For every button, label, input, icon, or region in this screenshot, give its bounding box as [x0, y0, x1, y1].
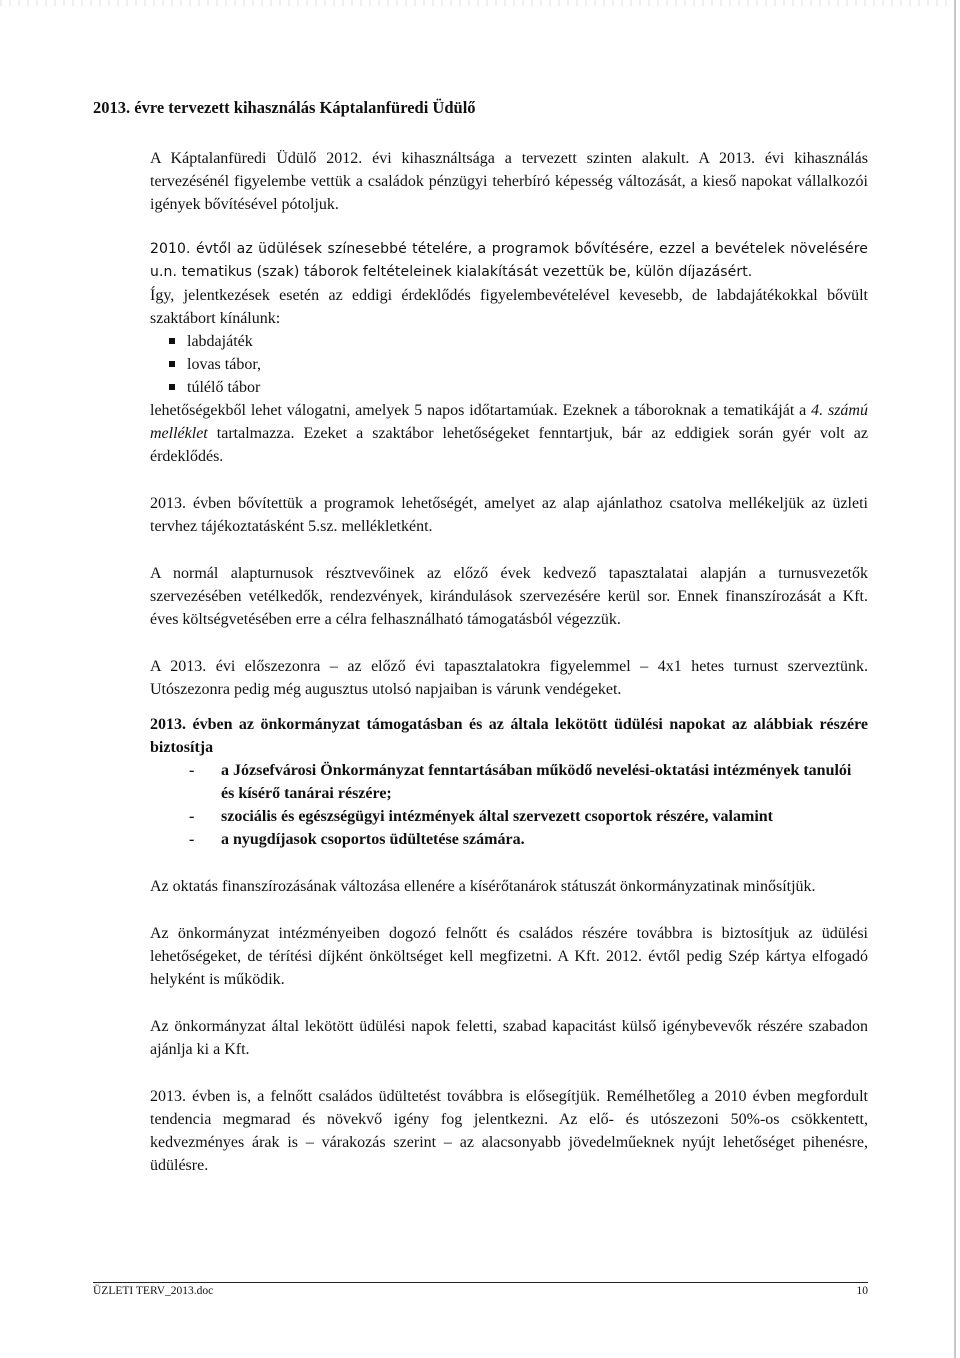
list-item: túlélő tábor: [165, 376, 868, 399]
paragraph-preseason: A 2013. évi előszezonra – az előző évi tapasztalatokra figyelemmel – 4x1 hetes turnust szerveztünk. Utószezonra pedig még augusztus utolsó napjaiban is várunk vendégeket.: [150, 658, 868, 698]
beneficiary-list: [93, 759, 868, 851]
paragraph-municipal-support: 2013. évben az önkormányzat támogatásban és az általa lekötött üdülési napokat az alábbiak részére biztosítja: [150, 716, 868, 756]
list-item: labdajáték: [165, 330, 868, 353]
list-item: lovas tábor,: [165, 353, 868, 376]
page-footer: [93, 1282, 868, 1297]
document-body: [93, 96, 868, 1177]
section-heading: 2013. évre tervezett kihasználás Káptalanfüredi Üdülő: [93, 98, 476, 117]
footer-filename: ÜZLETI TERV_2013.doc: [93, 1285, 214, 1297]
scan-artifact-top: [0, 0, 960, 6]
list-item: - a Józsefvárosi Önkormányzat fenntartásában működő nevelési-oktatási intézmények tanulói és kísérő tanárai részére;: [203, 759, 868, 805]
paragraph-normal-turns: A normál alapturnusok résztvevőinek az előző évek kedvező tapasztalatai alapján a turnusvezetők szervezésében vetélkedők, rendezvények, kirándulások szervezésére kerül sor. Ennek finanszírozását a Kft. éves költségvetésében erre a célra felhasználható támogatásból végezzük.: [150, 565, 868, 628]
page-number: 10: [856, 1285, 868, 1297]
scan-edge-line: [954, 0, 956, 1358]
camp-type-list: [93, 330, 868, 399]
text-span: lehetőségekből lehet válogatni, amelyek 5 napos időtartamúak. Ezeknek a táboroknak a tematikáját a: [150, 402, 812, 419]
paragraph-employee-holidays: Az önkormányzat intézményeiben dogozó felnőtt és családos részére továbbra is biztosítjuk az üdülési lehetőségeket, de térítési díjként önköltséget kell megfizetni. A Kft. 2012. évtől pedig Szép kártya elfogadó helyként is működik.: [150, 925, 868, 988]
paragraph-family-holidays: 2013. évben is, a felnőtt családos üdültetést továbbra is elősegítjük. Remélhetőleg a 2010 évben megfordult tendencia megmarad és növekvő igény fog jelentkezni. Az elő- és utószezoni 50%-os csökkentett, kedvezményes árak is – várakozás szerint – az alacsonyabb jövedelműeknek nyújt lehetőséget pihenésre, üdülésre.: [150, 1088, 868, 1174]
text-span: tartalmazza. Ezeket a szaktábor lehetőségeket fenntartjuk, bár az eddigiek során gyér volt az érdeklődés.: [150, 425, 868, 465]
paragraph-external-capacity: Az önkormányzat által lekötött üdülési napok feletti, szabad kapacitást külső igénybevevők részére szabadon ajánlja ki a Kft.: [150, 1018, 868, 1058]
paragraph-utilization: A Káptalanfüredi Üdülő 2012. évi kihasználtsága a tervezett szinten alakult. A 2013. évi kihasználás tervezésénél figyelembe vettük a családok pénzügyi teherbíró képesség változását, a kieső napokat vállalkozói igények bővítésével pótoljuk.: [150, 150, 868, 213]
paragraph-camp-offer: Így, jelentkezések esetén az eddigi érdeklődés figyelembevételével kevesebb, de labdajátékokkal bővült szaktábort kínálunk:: [150, 287, 868, 327]
list-item: - a nyugdíjasok csoportos üdültetése számára.: [203, 828, 868, 851]
paragraph-camp-duration: [93, 399, 868, 468]
paragraph-program-expansion: 2013. évben bővítettük a programok lehetőségét, amelyet az alap ajánlathoz csatolva mellékeljük az üzleti tervhez tájékoztatásként 5.sz. mellékletként.: [150, 495, 868, 535]
paragraph-teachers-status: Az oktatás finanszírozásának változása ellenére a kísérőtanárok státuszát önkormányzatinak minősítjük.: [150, 878, 816, 895]
appendix-reference: 4. számú melléklet: [150, 402, 868, 442]
list-item: - szociális és egészségügyi intézmények által szervezett csoportok részére, valamint: [203, 805, 868, 828]
paragraph-thematic-camps: 2010. évtől az üdülések színesebbé tételére, a programok bővítésére, ezzel a bevételek növelésére u.n. tematikus (szak) táborok feltételeinek kialakítását vezettük be, külön díjazásért.: [150, 241, 868, 280]
